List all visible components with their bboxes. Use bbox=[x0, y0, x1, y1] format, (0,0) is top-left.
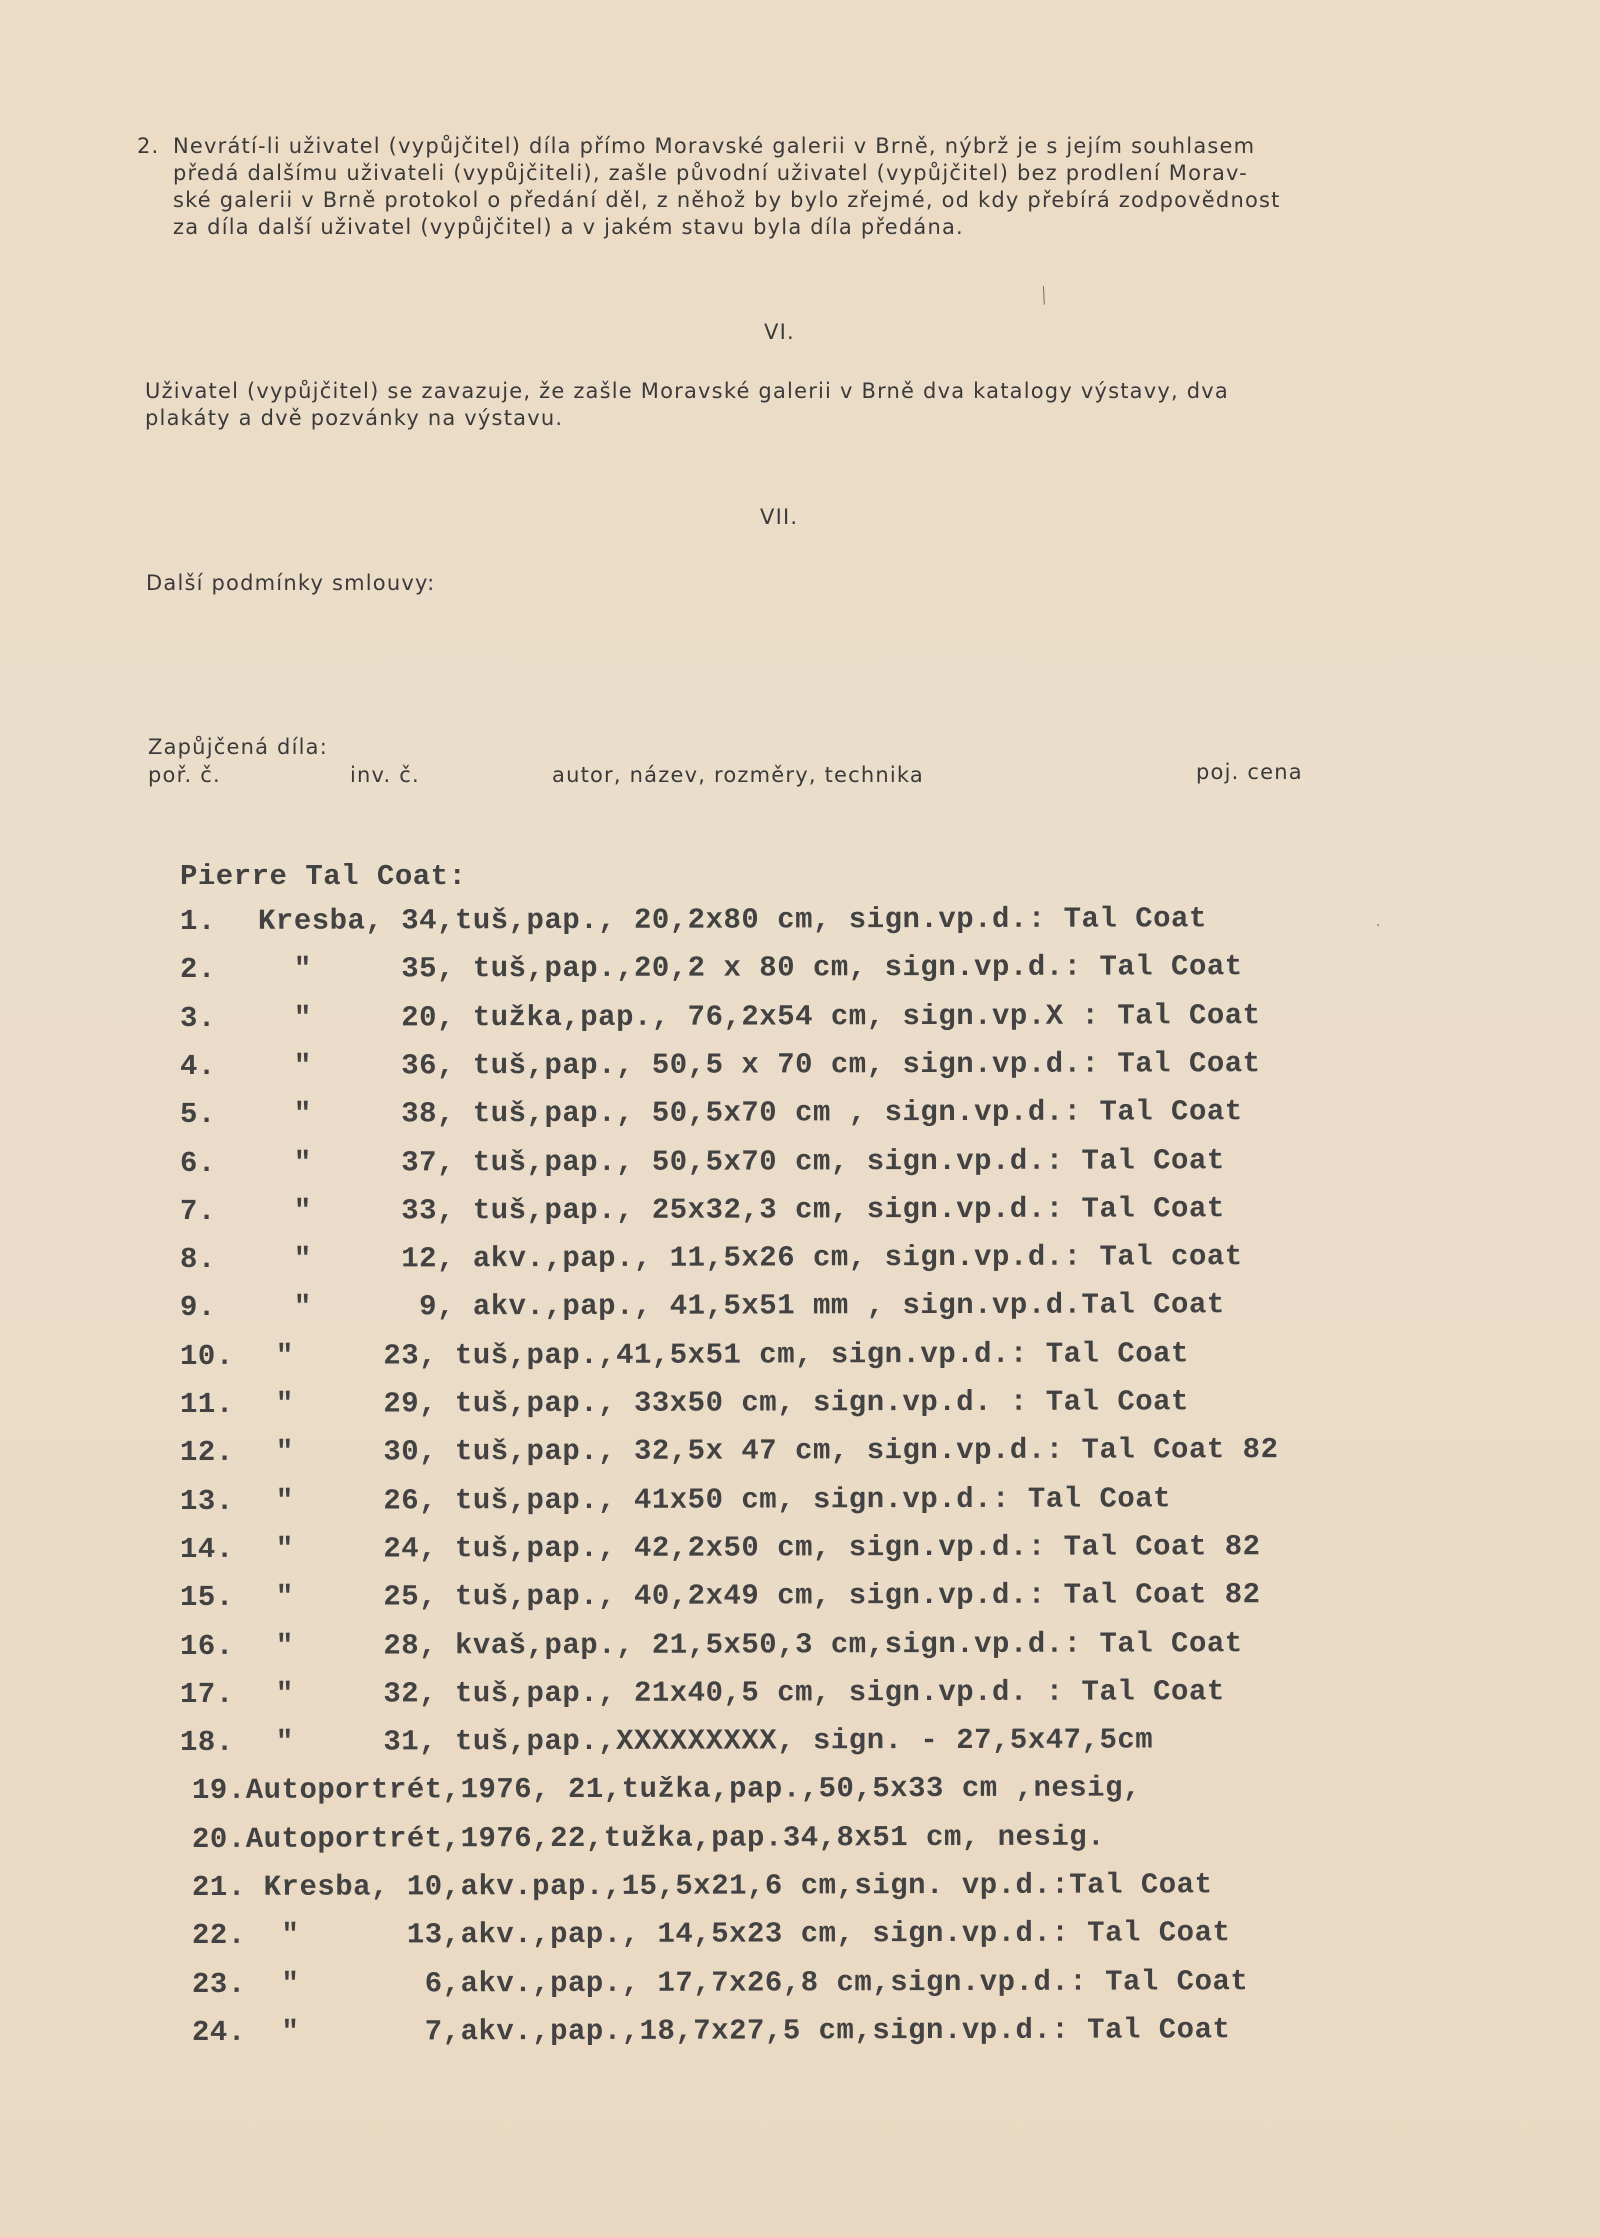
typed-work-text: " 24, tuš,pap., 42,2x50 cm, sign.vp.d.: Tal Coat 82 bbox=[257, 1530, 1261, 1566]
typed-work-text: " 31, tuš,pap.,XXXXXXXXX, sign. - 27,5x47,5cm bbox=[257, 1723, 1154, 1759]
typed-work-number: 18. bbox=[179, 1725, 234, 1760]
typed-work-text: " 28, kvaš,pap., 21,5x50,3 cm,sign.vp.d.: Tal Coat bbox=[257, 1626, 1243, 1663]
typed-work-line bbox=[192, 1772, 1141, 1808]
paragraph-2-number: 2. bbox=[137, 134, 160, 158]
typed-work-text: Autoportrét,1976,22,tužka,pap.34,8x51 cm, nesig. bbox=[245, 1820, 1106, 1856]
typed-work-text: " 25, tuš,pap., 40,2x49 cm, sign.vp.d.: Tal Coat 82 bbox=[257, 1578, 1261, 1614]
paragraph-2-line-1: 2. Nevrátí-li uživatel (vypůjčitel) díla přímo Moravské galerii v Brně, nýbrž je s jejím souhlasem bbox=[137, 134, 1256, 158]
paragraph-2-line-2: předá dalšímu uživateli (vypůjčiteli), zašle původní uživatel (vypůjčitel) bez prodlení Morav- bbox=[173, 161, 1248, 185]
typed-work-text: Kresba, 10,akv.pap.,15,5x21,6 cm,sign. vp.d.:Tal Coat bbox=[245, 1868, 1213, 1904]
typed-work-number: 3. bbox=[179, 1001, 216, 1035]
typed-work-line bbox=[180, 1724, 1153, 1760]
typed-work-line bbox=[180, 1385, 1189, 1421]
typed-work-line bbox=[180, 1627, 1243, 1663]
typed-work-text: " 38, tuš,pap., 50,5x70 cm , sign.vp.d.: Tal Coat bbox=[257, 1095, 1243, 1131]
typed-work-text: " 37, tuš,pap., 50,5x70 cm, sign.vp.d.: Tal Coat bbox=[257, 1143, 1225, 1180]
section-vi-line-2: plakáty a dvě pozvánky na výstavu. bbox=[145, 406, 564, 430]
paragraph-2-line-4: za díla další uživatel (vypůjčitel) a v jakém stavu byla díla předána. bbox=[173, 215, 964, 239]
typed-author-heading: Pierre Tal Coat: bbox=[180, 860, 467, 893]
typed-work-text: " 20, tužka,pap., 76,2x54 cm, sign.vp.X : Tal Coat bbox=[257, 998, 1261, 1035]
typed-work-line bbox=[180, 1240, 1243, 1276]
typed-work-line bbox=[180, 1530, 1261, 1566]
typed-work-number: 7. bbox=[179, 1194, 216, 1228]
typed-work-text: " 35, tuš,pap.,20,2 x 80 cm, sign.vp.d.: Tal Coat bbox=[257, 950, 1243, 987]
typed-work-line bbox=[180, 1192, 1225, 1228]
typed-work-text: " 6,akv.,pap., 17,7x26,8 cm,sign.vp.d.: Tal Coat bbox=[245, 1964, 1249, 2001]
typed-work-line bbox=[180, 1337, 1189, 1373]
typed-work-number: 9. bbox=[179, 1291, 216, 1325]
typed-work-number: 10. bbox=[179, 1339, 234, 1373]
typed-work-number: 8. bbox=[179, 1242, 216, 1277]
typed-work-line bbox=[180, 1433, 1279, 1469]
stray-pen-mark: ╱ bbox=[1036, 286, 1052, 306]
typed-work-line bbox=[192, 1868, 1213, 1904]
typed-work-text: " 30, tuš,pap., 32,5x 47 cm, sign.vp.d.: Tal Coat 82 bbox=[257, 1433, 1279, 1470]
column-header-inventory-number: inv. č. bbox=[350, 763, 420, 787]
column-header-description: autor, název, rozměry, technika bbox=[552, 763, 924, 787]
typed-work-number: 21. bbox=[191, 1870, 246, 1904]
typed-work-text: Autoportrét,1976, 21,tužka,pap.,50,5x33 cm ,nesig, bbox=[245, 1771, 1141, 1808]
typed-work-text: " 33, tuš,pap., 25x32,3 cm, sign.vp.d.: Tal Coat bbox=[257, 1192, 1225, 1228]
typed-work-text: " 9, akv.,pap., 41,5x51 mm , sign.vp.d.Tal Coat bbox=[257, 1288, 1225, 1325]
paragraph-2 bbox=[137, 133, 1427, 241]
typed-work-line bbox=[180, 999, 1261, 1035]
typed-work-line bbox=[180, 1482, 1171, 1518]
typed-work-number: 16. bbox=[179, 1629, 234, 1663]
typed-work-number: 6. bbox=[179, 1146, 216, 1180]
typed-work-number: 17. bbox=[179, 1677, 234, 1711]
typed-work-number: 22. bbox=[191, 1919, 246, 1953]
typed-work-line bbox=[180, 1144, 1225, 1180]
typed-work-number: 11. bbox=[179, 1387, 234, 1421]
typed-work-line bbox=[180, 1095, 1243, 1131]
typed-work-line bbox=[180, 1289, 1225, 1325]
stray-dot-mark: · bbox=[1376, 918, 1381, 934]
paragraph-2-line-3: ské galerii v Brně protokol o předání děl, z něhož by bylo zřejmé, od kdy přebírá zodpovědnost bbox=[173, 188, 1281, 212]
typed-work-line bbox=[192, 2013, 1230, 2049]
column-header-insurance-value: poj. cena bbox=[1196, 760, 1303, 784]
typed-work-number: 12. bbox=[179, 1436, 234, 1470]
typed-work-number: 14. bbox=[179, 1532, 234, 1566]
loaned-works-title: Zapůjčená díla: bbox=[148, 735, 328, 759]
typed-work-line bbox=[192, 1917, 1230, 1953]
typed-work-number: 2. bbox=[179, 953, 216, 987]
typed-work-line bbox=[180, 1675, 1225, 1711]
typed-work-text: Kresba, 34,tuš,pap., 20,2x80 cm, sign.vp.d.: Tal Coat bbox=[257, 902, 1207, 938]
typed-work-number: 4. bbox=[179, 1049, 216, 1083]
typed-work-text: " 36, tuš,pap., 50,5 x 70 cm, sign.vp.d.: Tal Coat bbox=[257, 1047, 1261, 1083]
further-conditions-label: Další podmínky smlouvy: bbox=[146, 571, 436, 595]
typed-work-line bbox=[192, 1820, 1105, 1855]
typed-work-number: 5. bbox=[179, 1098, 216, 1132]
typed-work-number: 19. bbox=[191, 1774, 246, 1808]
typed-work-number: 15. bbox=[179, 1581, 234, 1615]
column-header-order-number: poř. č. bbox=[148, 763, 221, 787]
typed-work-text: " 7,akv.,pap.,18,7x27,5 cm,sign.vp.d.: Tal Coat bbox=[245, 2013, 1231, 2049]
section-vi-heading: VI. bbox=[764, 320, 795, 344]
typed-work-text: " 26, tuš,pap., 41x50 cm, sign.vp.d.: Tal Coat bbox=[257, 1481, 1172, 1518]
typed-work-text: " 12, akv.,pap., 11,5x26 cm, sign.vp.d.: Tal coat bbox=[257, 1240, 1243, 1276]
typed-work-number: 24. bbox=[191, 2015, 246, 2049]
typed-work-number: 20. bbox=[191, 1822, 246, 1856]
typed-work-line bbox=[180, 1578, 1261, 1614]
typed-work-text: " 23, tuš,pap.,41,5x51 cm, sign.vp.d.: Tal Coat bbox=[257, 1337, 1189, 1373]
typed-work-line bbox=[192, 1965, 1248, 2001]
typed-work-number: 13. bbox=[179, 1484, 234, 1518]
typed-work-line bbox=[180, 1047, 1261, 1083]
section-vi-line-1: Uživatel (vypůjčitel) se zavazuje, že zašle Moravské galerii v Brně dva katalogy výstavy, dva bbox=[145, 379, 1229, 403]
typed-work-line bbox=[180, 902, 1207, 938]
typed-work-line bbox=[180, 950, 1243, 986]
typed-work-number: 1. bbox=[179, 904, 216, 938]
section-vii-heading: VII. bbox=[760, 505, 799, 529]
typed-work-text: " 29, tuš,pap., 33x50 cm, sign.vp.d. : Tal Coat bbox=[257, 1385, 1189, 1421]
typed-work-number: 23. bbox=[191, 1967, 246, 2001]
typed-work-text: " 32, tuš,pap., 21x40,5 cm, sign.vp.d. : Tal Coat bbox=[257, 1675, 1225, 1711]
section-vi-text bbox=[145, 378, 1435, 432]
typed-work-text: " 13,akv.,pap., 14,5x23 cm, sign.vp.d.: Tal Coat bbox=[245, 1916, 1231, 1953]
